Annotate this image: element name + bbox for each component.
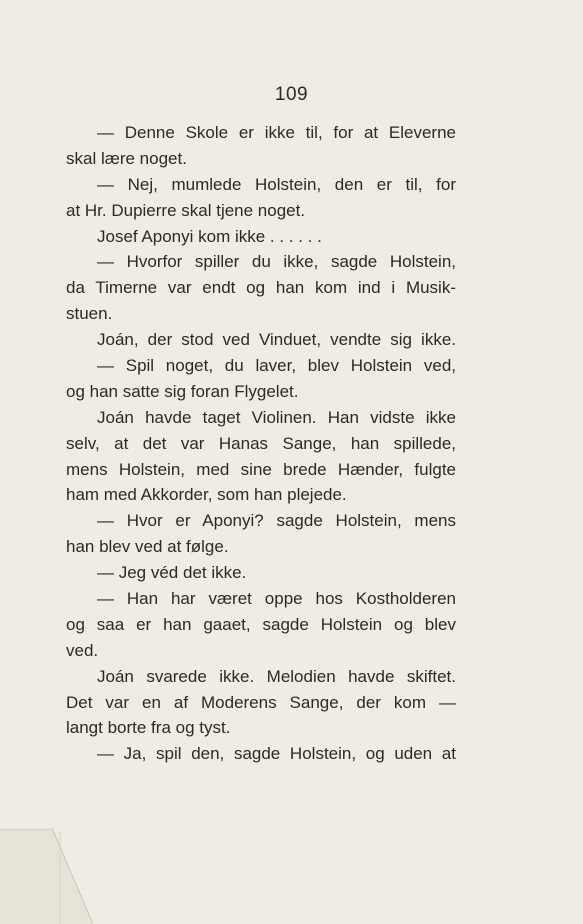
text-line: — Denne Skole er ikke til, for at Eleverne <box>97 123 456 142</box>
text-line: ham med Akkorder, som han plejede. <box>66 485 347 505</box>
text-line: — Spil noget, du laver, blev Holstein ved, <box>97 356 456 376</box>
text-line: at Hr. Dupierre skal tjene noget. <box>66 200 306 220</box>
text-line: — Hvor er Aponyi? sagde Holstein, mens <box>97 511 456 531</box>
scan-corner-mark <box>0 828 93 924</box>
text-line: — Hvorfor spiller du ikke, sagde Holstein, <box>97 252 456 272</box>
text-line: langt borte fra og tyst. <box>66 718 231 738</box>
text-line: — Ja, spil den, sagde Holstein, og uden at <box>97 744 456 764</box>
text-line: og saa er han gaaet, sagde Holstein og blev <box>66 614 456 634</box>
text-line: Joán svarede ikke. Melodien havde skiftet. <box>97 666 456 686</box>
page-number: 109 <box>274 84 309 105</box>
text-line: og han satte sig foran Flygelet. <box>66 381 299 401</box>
text-line: — Han har været oppe hos Kostholderen <box>97 589 456 609</box>
text-line: skal lære noget. <box>66 148 187 168</box>
text-line: — Jeg véd det ikke. <box>97 563 247 583</box>
text-line: selv, at det var Hanas Sange, han spillede, <box>66 433 456 453</box>
text-line: stuen. <box>66 304 113 324</box>
text-line: han blev ved at følge. <box>66 537 229 557</box>
text-line: Det var en af Moderens Sange, der kom — <box>66 692 456 712</box>
body-text <box>66 120 456 767</box>
text-line: mens Holstein, med sine brede Hænder, fulgte <box>66 459 456 479</box>
text-line: — Nej, mumlede Holstein, den er til, for <box>97 174 456 194</box>
text-line: ved. <box>66 640 99 660</box>
text-line: da Timerne var endt og han kom ind i Musik- <box>66 278 456 298</box>
text-line: Joán havde taget Violinen. Han vidste ikke <box>97 407 456 427</box>
text-line: Joán, der stod ved Vinduet, vendte sig ikke. <box>97 330 456 350</box>
text-line: Josef Aponyi kom ikke . . . . . . <box>97 226 322 246</box>
